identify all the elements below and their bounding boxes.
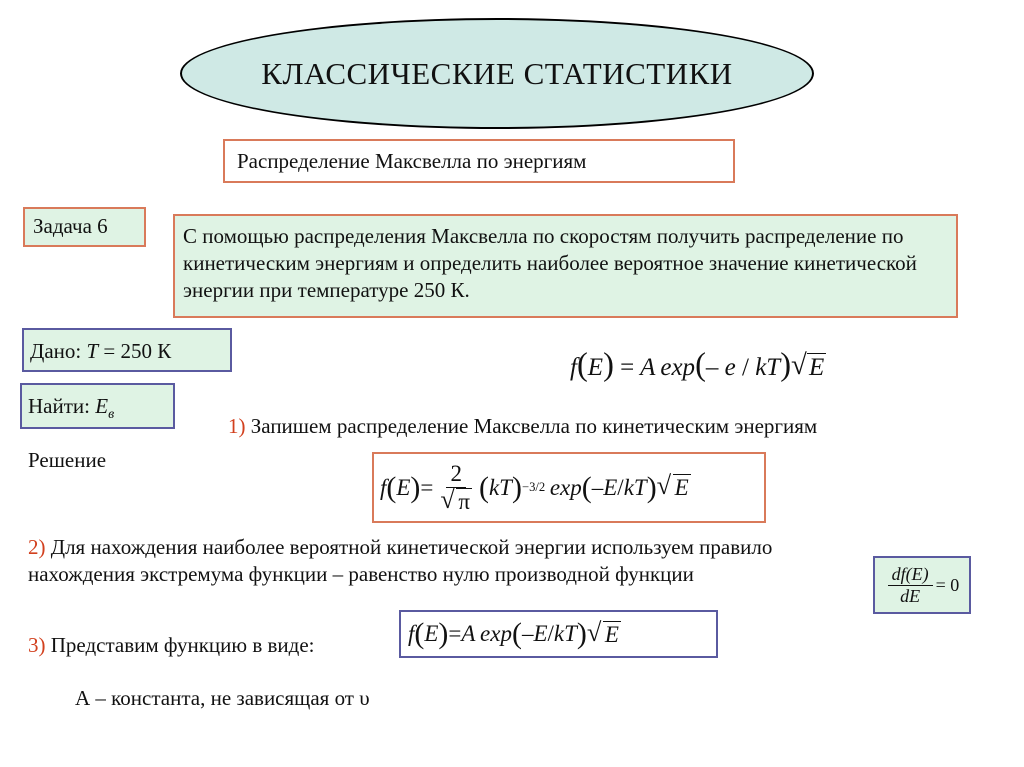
title-banner xyxy=(180,18,814,129)
step2-text: 2) Для нахождения наиболее вероятной кинетической энергии используем правило нахождения экстремума функции – равенство нулю производной функции xyxy=(28,535,773,586)
find-sub: в xyxy=(108,407,115,423)
step2-num: 2) xyxy=(28,535,46,559)
given-prefix: Дано: xyxy=(30,339,82,363)
formula-deriv-box: $\frac{df(E)}{dE}$ = 0 xyxy=(873,556,971,614)
find-box xyxy=(20,383,175,429)
find-prefix: Найти: xyxy=(28,394,90,418)
task-text: С помощью распределения Максвелла по скоростям получить распределение по кинетическим энергиям и определить наиболее вероятное значение кинетической энергии при температуре 250 К. xyxy=(183,224,917,302)
constant-note: А – константа, не зависящая от υ xyxy=(75,686,370,710)
step1-num: 1) xyxy=(228,414,246,438)
subtitle-box xyxy=(223,139,735,183)
page-title: КЛАССИЧЕСКИЕ СТАТИСТИКИ xyxy=(261,55,733,91)
formula-3-box: f ( E ) = A exp ( – E / kT ) √ E xyxy=(399,610,718,658)
given-var: T xyxy=(86,339,99,363)
step3-text: 3) Представим функцию в виде: xyxy=(28,633,315,657)
given-value: = 250 К xyxy=(98,339,172,363)
step1-text: 1) Запишем распределение Максвелла по кинетическим энергиям xyxy=(228,414,818,438)
formula-1-box: f ( E ) = 2 √ π ( kT ) −3/2 exp ( – E / kT ) √ E xyxy=(372,452,766,523)
given-box xyxy=(22,328,232,372)
solution-label: Решение xyxy=(28,448,107,472)
subtitle: Распределение Максвелла по энергиям xyxy=(237,148,587,173)
find-var: E xyxy=(95,394,109,418)
task-text-box xyxy=(173,214,958,318)
task-label-box xyxy=(23,207,146,247)
formula-top: f(E) = A exp(– e / kT)√ E xyxy=(570,347,826,384)
task-label: Задача 6 xyxy=(33,214,108,238)
step3-num: 3) xyxy=(28,633,46,657)
